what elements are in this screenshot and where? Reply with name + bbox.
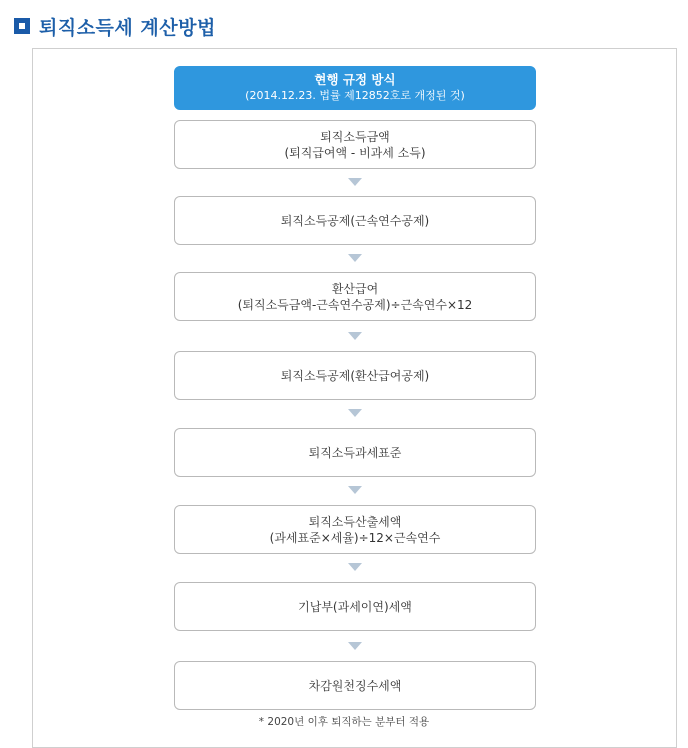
flow-step-title: 퇴직소득공제(근속연수공제) (280, 213, 430, 228)
down-arrow-icon (348, 563, 362, 571)
flow-header-box (174, 66, 536, 110)
down-arrow-icon (348, 486, 362, 494)
down-arrow-icon (348, 642, 362, 650)
down-arrow-icon (348, 332, 362, 340)
flow-step-detail: (과세표준×세율)÷12×근속연수 (269, 530, 441, 545)
flow-step-prepaid-tax (174, 582, 536, 631)
flow-header-subtitle: (2014.12.23. 법률 제12852호로 개정된 것) (245, 89, 465, 102)
square-bullet-icon (14, 18, 30, 34)
down-arrow-icon (348, 254, 362, 262)
flow-step-title: 퇴직소득금액 (320, 129, 390, 144)
flow-step-withholding-tax (174, 661, 536, 710)
section-heading (14, 14, 216, 38)
flow-step-computed-tax (174, 505, 536, 554)
flow-step-title: 퇴직소득산출세액 (308, 514, 402, 529)
down-arrow-icon (348, 178, 362, 186)
flow-step-detail: (퇴직급여액 - 비과세 소득) (284, 145, 426, 160)
flow-step-retirement-income (174, 120, 536, 169)
footnote: * 2020년 이후 퇴직하는 분부터 적용 (258, 716, 430, 728)
flowchart (174, 66, 536, 710)
flow-step-converted-deduction (174, 351, 536, 400)
flow-step-title: 기납부(과세이연)세액 (298, 599, 412, 614)
flow-step-service-deduction (174, 196, 536, 245)
flow-step-title: 차감원천징수세액 (308, 678, 402, 693)
flow-step-title: 환산급여 (331, 281, 379, 296)
flow-step-tax-base (174, 428, 536, 477)
flow-step-title: 퇴직소득공제(환산급여공제) (280, 368, 430, 383)
flow-header-title: 현행 규정 방식 (314, 72, 396, 87)
flow-step-detail: (퇴직소득금액-근속연수공제)÷근속연수×12 (237, 297, 473, 312)
flow-step-converted-pay (174, 272, 536, 321)
flow-step-title: 퇴직소득과세표준 (308, 445, 402, 460)
down-arrow-icon (348, 409, 362, 417)
section-title: 퇴직소득세 계산방법 (39, 16, 216, 39)
